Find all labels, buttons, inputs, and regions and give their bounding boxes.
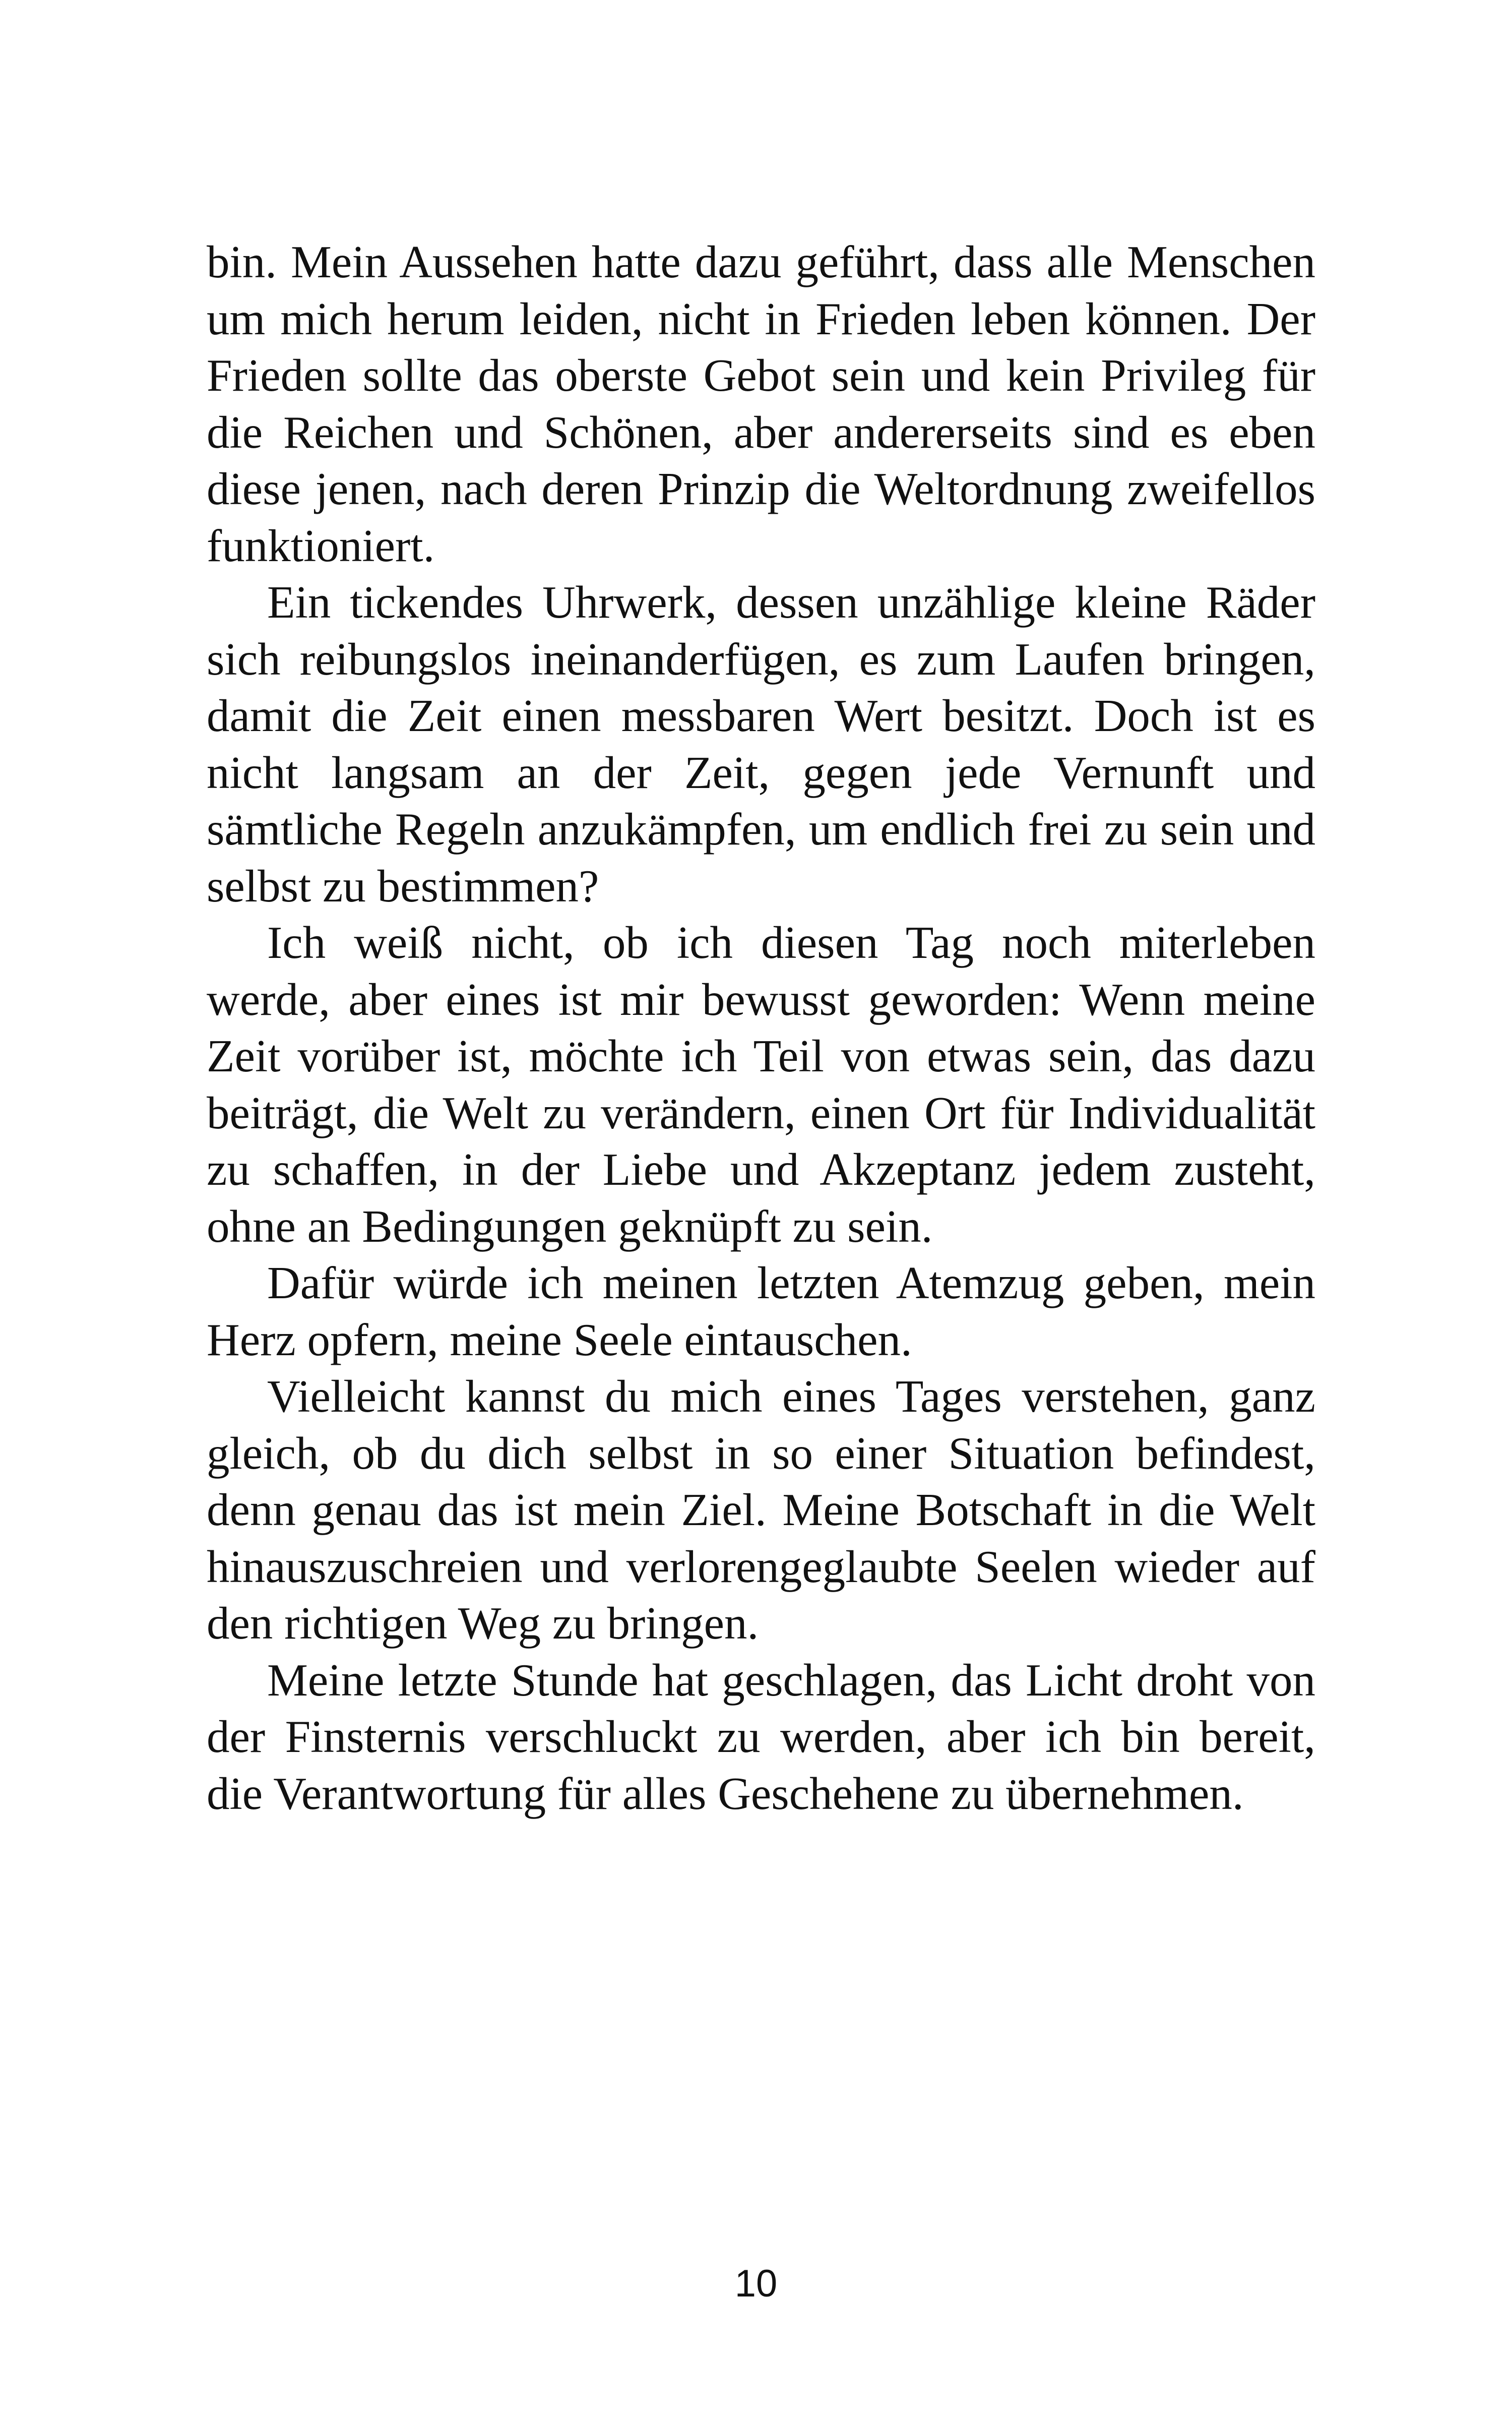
paragraph-3: Ich weiß nicht, ob ich diesen Tag noch miterleben werde, aber eines ist mir bewusst geworden: Wenn meine Zeit vorüber ist, möchte ich Teil von etwas sein, das dazu beiträgt, die Welt zu verändern, einen Ort für Individualität zu schaffen, in der Liebe und Akzeptanz jedem zusteht, ohne an Bedingungen geknüpft zu sein. — [207, 917, 1315, 1252]
paragraph-2: Ein tickendes Uhrwerk, dessen unzählige kleine Räder sich reibungslos ineinanderfügen, es zum Laufen bringen, damit die Zeit einen messbaren Wert besitzt. Doch ist es nicht langsam an der Zeit, gegen jede Vernunft und sämtliche Regeln anzukämpfen, um endlich frei zu sein und selbst zu bestimmen? — [207, 577, 1315, 912]
paragraph-1: bin. Mein Aussehen hatte dazu geführt, dass alle Menschen um mich herum leiden, nicht in Frieden leben können. Der Frieden sollte das oberste Gebot sein und kein Privileg für die Reichen und Schönen, aber andererseits sind es eben diese jenen, nach deren Prinzip die Weltordnung zweifellos funktioniert. — [207, 236, 1315, 571]
body-text — [207, 234, 1315, 1822]
page-number: 10 — [734, 2262, 778, 2305]
paragraph-5: Vielleicht kannst du mich eines Tages verstehen, ganz gleich, ob du dich selbst in so einer Situation befindest, denn genau das ist mein Ziel. Meine Botschaft in die Welt hinauszuschreien und verlorengeglaubte Seelen wieder auf den richtigen Weg zu bringen. — [207, 1371, 1315, 1649]
paragraph-6: Meine letzte Stunde hat geschlagen, das Licht droht von der Finsternis verschluckt zu werden, aber ich bin bereit, die Verantwortung für alles Geschehene zu übernehmen. — [207, 1654, 1315, 1819]
paragraph-4: Dafür würde ich meinen letzten Atemzug geben, mein Herz opfern, meine Seele eintauschen. — [207, 1257, 1315, 1365]
